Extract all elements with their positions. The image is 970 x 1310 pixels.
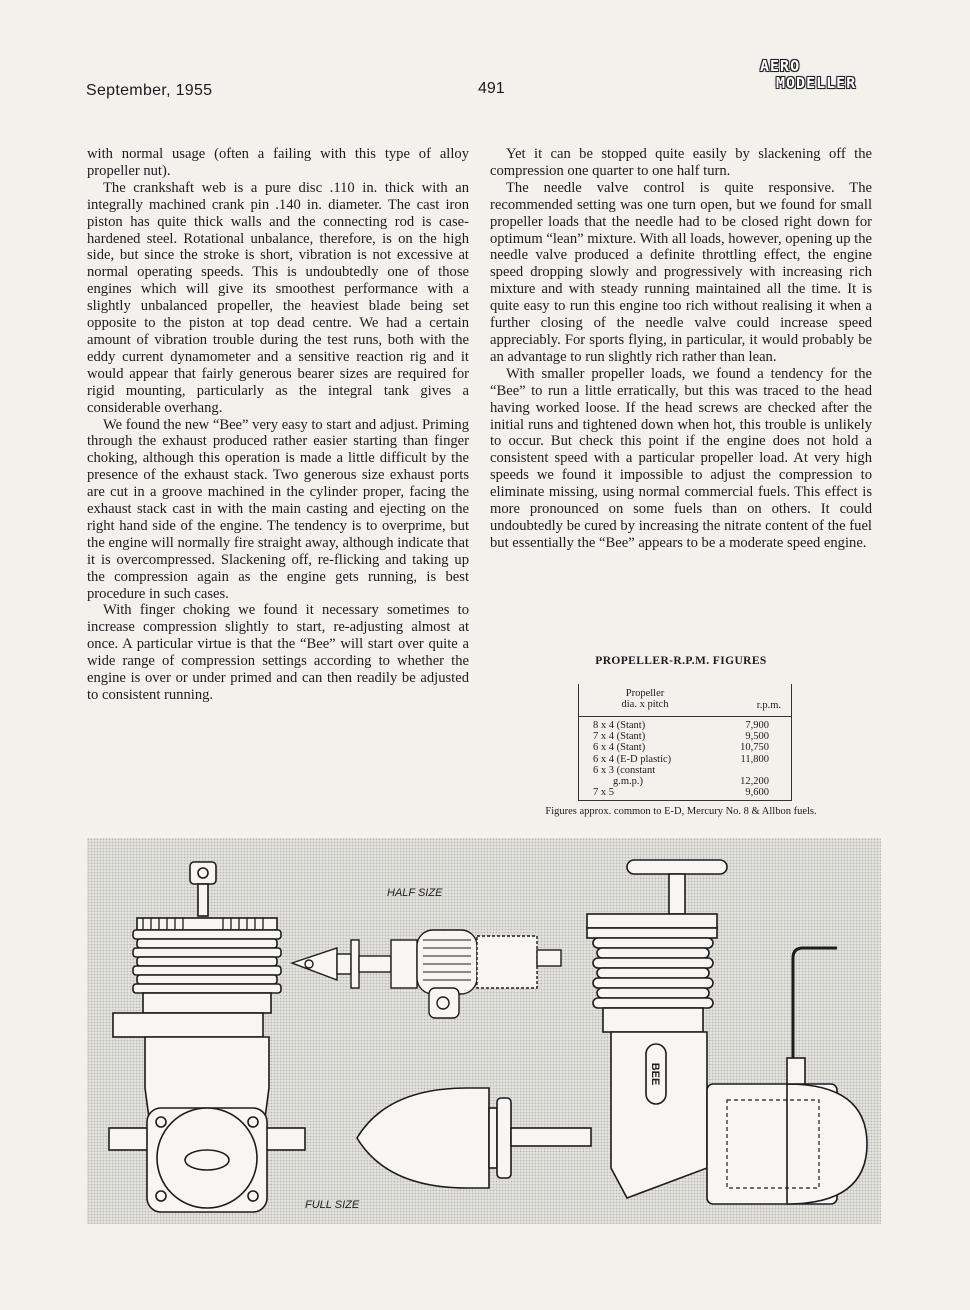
table-row bbox=[579, 731, 791, 742]
cell-propeller: 6 x 4 (E-D plastic) bbox=[593, 753, 672, 765]
table-title: PROPELLER-R.P.M. FIGURES bbox=[595, 655, 767, 667]
paragraph: With finger choking we found it necessary sometimes to increase compression slightly to start, re-adjusting almost at once. A particular virtue is that the “Bee” will start over quite a wide range of compression settings according to whether the engine is over or under primed and can then readily be adjusted to consistent running. bbox=[87, 602, 469, 703]
table-row bbox=[579, 787, 791, 798]
table-row bbox=[579, 742, 791, 753]
table-row bbox=[579, 776, 791, 787]
cell-rpm: 11,800 bbox=[740, 753, 769, 765]
paragraph: The crankshaft web is a pure disc .110 in. thick with an integrally machined crank pin .140 in. diameter. The cast iron piston has quite thick walls and the connecting rod is case-hardened steel. Rotational unbalance, therefore, is on the high side, but since the stroke is short, vibration is not excessive at normal operating speeds. This is undoubtedly one of those engines which will give its smoothest performance with a slightly unbalanced propeller, the heaviest blade being set opposite to the piston at top dead centre. We had a certain amount of vibration trouble during the test runs, both with the eddy current dynamometer and a sensitive reaction rig and it would appear that fairly generous bearer sizes are required for rigid mounting, particularly as the integral tank gives a considerable overhang. bbox=[87, 179, 469, 416]
paragraph: The needle valve control is quite responsive. The recommended setting was one turn open, but we found for small propeller loads that the needle had to be closed right down for optimum “lean” mixture. With all loads, however, opening up the needle valve produced a definite throttling effect, the engine speed dropping slowly and progressively with increasing rich mixture and with steady running maintained all the time. It is quite easy to run this engine too rich without realising it when a further closing of the needle valve could increase speed appreciably. For sports flying, in particular, it would probably be an advantage to run slightly rich rather than lean. bbox=[490, 179, 872, 365]
cell-propeller: 7 x 4 (Stant) bbox=[593, 731, 646, 743]
issue-date: September, 1955 bbox=[86, 82, 213, 99]
logo-text-aero: AERO bbox=[760, 57, 801, 75]
paragraph: Yet it can be stopped quite easily by slackening off the compression one quarter to one half turn. bbox=[490, 146, 872, 179]
paragraph: With smaller propeller loads, we found a tendency for the “Bee” to run a little erratically, but this was traced to the head having worked loose. If the head screws are checked after the initial runs and tightened down when hot, this trouble is unlikely to occur. But check this point if the engine does not hold a consistent speed with a particular propeller load. At very high speeds we found it impossible to adjust the compression to eliminate missing, using normal commercial fuels. This effect is more pronounced on some fuels than on others. It could undoubtedly be cured by increasing the nitrate content of the fuel but essentially the “Bee” appears to be a moderate speed engine. bbox=[490, 365, 872, 551]
cell-propeller: 6 x 4 (Stant) bbox=[593, 742, 646, 754]
logo-text-modeller: MODELLER bbox=[776, 74, 857, 92]
right-text-column bbox=[490, 146, 872, 552]
aeromodeller-logo bbox=[760, 58, 872, 100]
cell-rpm: 12,200 bbox=[740, 775, 769, 787]
table-row bbox=[579, 720, 791, 731]
crankcase-lettering: BEE bbox=[649, 1062, 661, 1086]
cell-rpm: 9,500 bbox=[745, 731, 769, 743]
cell-rpm: 10,750 bbox=[740, 742, 769, 754]
header-propeller-line2: dia. x pitch bbox=[621, 699, 669, 711]
header-propeller-line1: Propeller bbox=[625, 688, 665, 699]
full-size-label: FULL SIZE bbox=[305, 1199, 360, 1211]
cell-propeller: 8 x 4 (Stant) bbox=[593, 720, 646, 731]
paragraph: with normal usage (often a failing with this type of alloy propeller nut). bbox=[87, 146, 469, 179]
table-row bbox=[579, 754, 791, 765]
cell-rpm: 7,900 bbox=[745, 720, 769, 731]
table-body bbox=[579, 720, 791, 798]
table-row bbox=[579, 765, 791, 776]
cell-rpm: 9,600 bbox=[745, 787, 769, 799]
half-size-label: HALF SIZE bbox=[387, 887, 443, 899]
paragraph: We found the new “Bee” very easy to start and adjust. Priming through the exhaust produced rather easier starting than finger choking, although this operation is made a little difficult by the presence of the exhaust stack. Two generous size exhaust ports are cut in a groove machined in the cylinder proper, facing the exhaust stack cast in with the main casting and ejecting on the right hand side of the engine. The tendency is to overprime, but the engine will normally fire straight away, although indicate that it is overcompressed. Slackening off, re-flicking and taking up the compression again as the engine gets running, is best procedure in such cases. bbox=[87, 416, 469, 602]
engine-drawing bbox=[87, 838, 881, 1224]
propeller-rpm-table bbox=[578, 684, 792, 801]
header-rpm: r.p.m. bbox=[756, 700, 781, 711]
left-text-column bbox=[87, 146, 469, 704]
header-propeller bbox=[593, 688, 697, 710]
cell-propeller: 6 x 3 (constant bbox=[593, 764, 656, 776]
table-header bbox=[579, 686, 791, 717]
page-header bbox=[0, 0, 970, 110]
cell-propeller: g.m.p.) bbox=[613, 775, 644, 787]
page-number: 491 bbox=[478, 80, 505, 97]
cell-propeller: 7 x 5 bbox=[593, 787, 614, 799]
table-footnote: Figures approx. common to E-D, Mercury No. 8 & Allbon fuels. bbox=[545, 806, 817, 817]
